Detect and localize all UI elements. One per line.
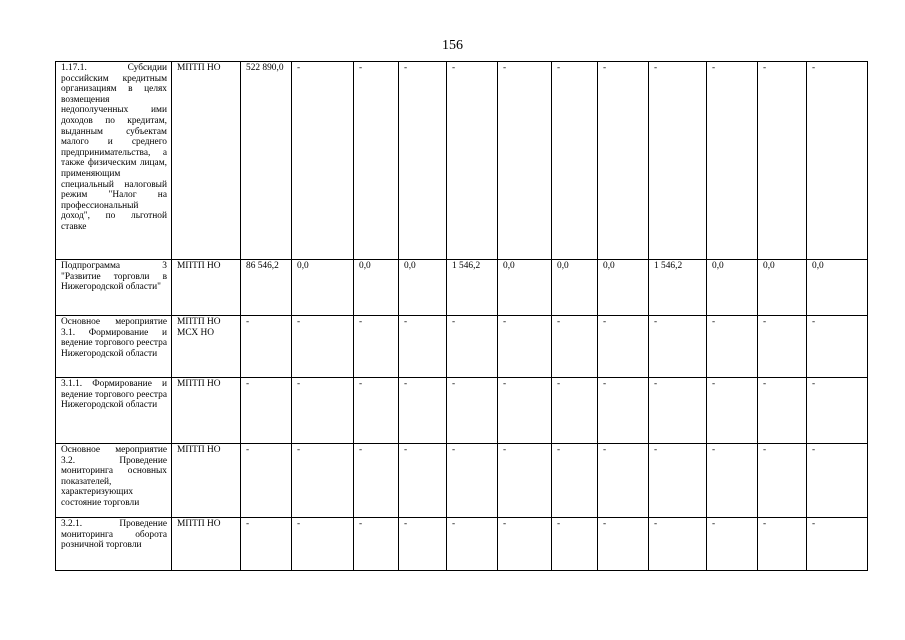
value-cell: - xyxy=(598,378,649,444)
executor-cell: МПТП НО xyxy=(172,62,241,260)
value-cell: - xyxy=(354,316,399,378)
value-cell: 0,0 xyxy=(552,260,598,316)
value-cell: - xyxy=(598,518,649,571)
table-row xyxy=(56,518,868,571)
value-cell: - xyxy=(707,316,758,378)
table-row xyxy=(56,444,868,518)
value-cell: - xyxy=(292,378,354,444)
value-cell: - xyxy=(552,444,598,518)
value-cell: - xyxy=(241,316,292,378)
value-cell: - xyxy=(498,518,552,571)
value-cell: - xyxy=(292,316,354,378)
value-cell: - xyxy=(399,62,447,260)
value-cell: - xyxy=(354,378,399,444)
value-cell: - xyxy=(758,378,807,444)
value-cell: - xyxy=(399,518,447,571)
value-cell: - xyxy=(292,444,354,518)
value-cell: - xyxy=(241,378,292,444)
value-cell: - xyxy=(552,518,598,571)
value-cell: - xyxy=(649,444,707,518)
value-cell: - xyxy=(292,518,354,571)
value-cell: - xyxy=(649,316,707,378)
value-cell: - xyxy=(807,518,868,571)
row-name-cell: 3.1.1. Формирование и ведение торгового реестра Нижегородской области xyxy=(56,378,172,444)
value-cell: - xyxy=(399,444,447,518)
table-row xyxy=(56,378,868,444)
value-cell: - xyxy=(649,378,707,444)
value-cell: - xyxy=(447,444,498,518)
executor-cell: МПТП НО xyxy=(172,378,241,444)
value-cell: - xyxy=(447,62,498,260)
value-cell: 0,0 xyxy=(707,260,758,316)
value-cell: - xyxy=(447,378,498,444)
value-cell: - xyxy=(758,316,807,378)
row-name-cell: Основное мероприятие 3.1. Формирование и ведение торгового реестра Нижегородской области xyxy=(56,316,172,378)
value-cell: 0,0 xyxy=(399,260,447,316)
value-cell: - xyxy=(807,444,868,518)
value-cell: - xyxy=(649,62,707,260)
value-cell: - xyxy=(354,444,399,518)
row-name-cell: 3.2.1. Проведение мониторинга оборота розничной торговли xyxy=(56,518,172,571)
value-cell: 1 546,2 xyxy=(447,260,498,316)
value-cell: 0,0 xyxy=(758,260,807,316)
value-cell: - xyxy=(707,62,758,260)
executor-cell: МПТП НО МСХ НО xyxy=(172,316,241,378)
executor-cell: МПТП НО xyxy=(172,260,241,316)
value-cell: 1 546,2 xyxy=(649,260,707,316)
value-cell: - xyxy=(399,316,447,378)
value-cell: - xyxy=(598,62,649,260)
value-cell: - xyxy=(758,518,807,571)
value-cell: 0,0 xyxy=(598,260,649,316)
table-row xyxy=(56,260,868,316)
value-cell: - xyxy=(598,316,649,378)
row-name-cell: Основное мероприятие 3.2. Проведение мониторинга основных показателей, характеризующих состояние торговли xyxy=(56,444,172,518)
value-cell: - xyxy=(241,518,292,571)
value-cell: - xyxy=(758,62,807,260)
value-cell: - xyxy=(354,518,399,571)
row-name-cell: 1.17.1. Субсидии российским кредитным организациям в целях возмещения недополученных ими доходов по кредитам, выданным субъектам малого и среднего предпринимательства, а также физическим лицам, применяющим специальный налоговый режим "Налог на профессиональный доход", по льготной ставке xyxy=(56,62,172,260)
budget-table xyxy=(55,61,868,571)
value-cell: - xyxy=(707,444,758,518)
value-cell: - xyxy=(758,444,807,518)
value-cell: - xyxy=(447,316,498,378)
value-cell: - xyxy=(598,444,649,518)
value-cell: - xyxy=(707,518,758,571)
value-cell: - xyxy=(807,378,868,444)
value-cell: 86 546,2 xyxy=(241,260,292,316)
value-cell: - xyxy=(707,378,758,444)
value-cell: - xyxy=(498,62,552,260)
value-cell: 0,0 xyxy=(354,260,399,316)
value-cell: - xyxy=(807,62,868,260)
value-cell: 0,0 xyxy=(498,260,552,316)
value-cell: - xyxy=(354,62,399,260)
executor-cell: МПТП НО xyxy=(172,518,241,571)
value-cell: - xyxy=(552,316,598,378)
value-cell: - xyxy=(399,378,447,444)
value-cell: - xyxy=(498,316,552,378)
value-cell: 0,0 xyxy=(292,260,354,316)
value-cell: - xyxy=(552,62,598,260)
value-cell: - xyxy=(552,378,598,444)
executor-cell: МПТП НО xyxy=(172,444,241,518)
value-cell: - xyxy=(649,518,707,571)
value-cell: - xyxy=(498,444,552,518)
value-cell: 522 890,0 xyxy=(241,62,292,260)
page-number: 156 xyxy=(442,38,463,53)
value-cell: - xyxy=(241,444,292,518)
row-name-cell: Подпрограмма 3 "Развитие торговли в Нижегородской области" xyxy=(56,260,172,316)
value-cell: - xyxy=(807,316,868,378)
value-cell: - xyxy=(292,62,354,260)
table-row xyxy=(56,62,868,260)
value-cell: - xyxy=(447,518,498,571)
value-cell: - xyxy=(498,378,552,444)
table-row xyxy=(56,316,868,378)
value-cell: 0,0 xyxy=(807,260,868,316)
